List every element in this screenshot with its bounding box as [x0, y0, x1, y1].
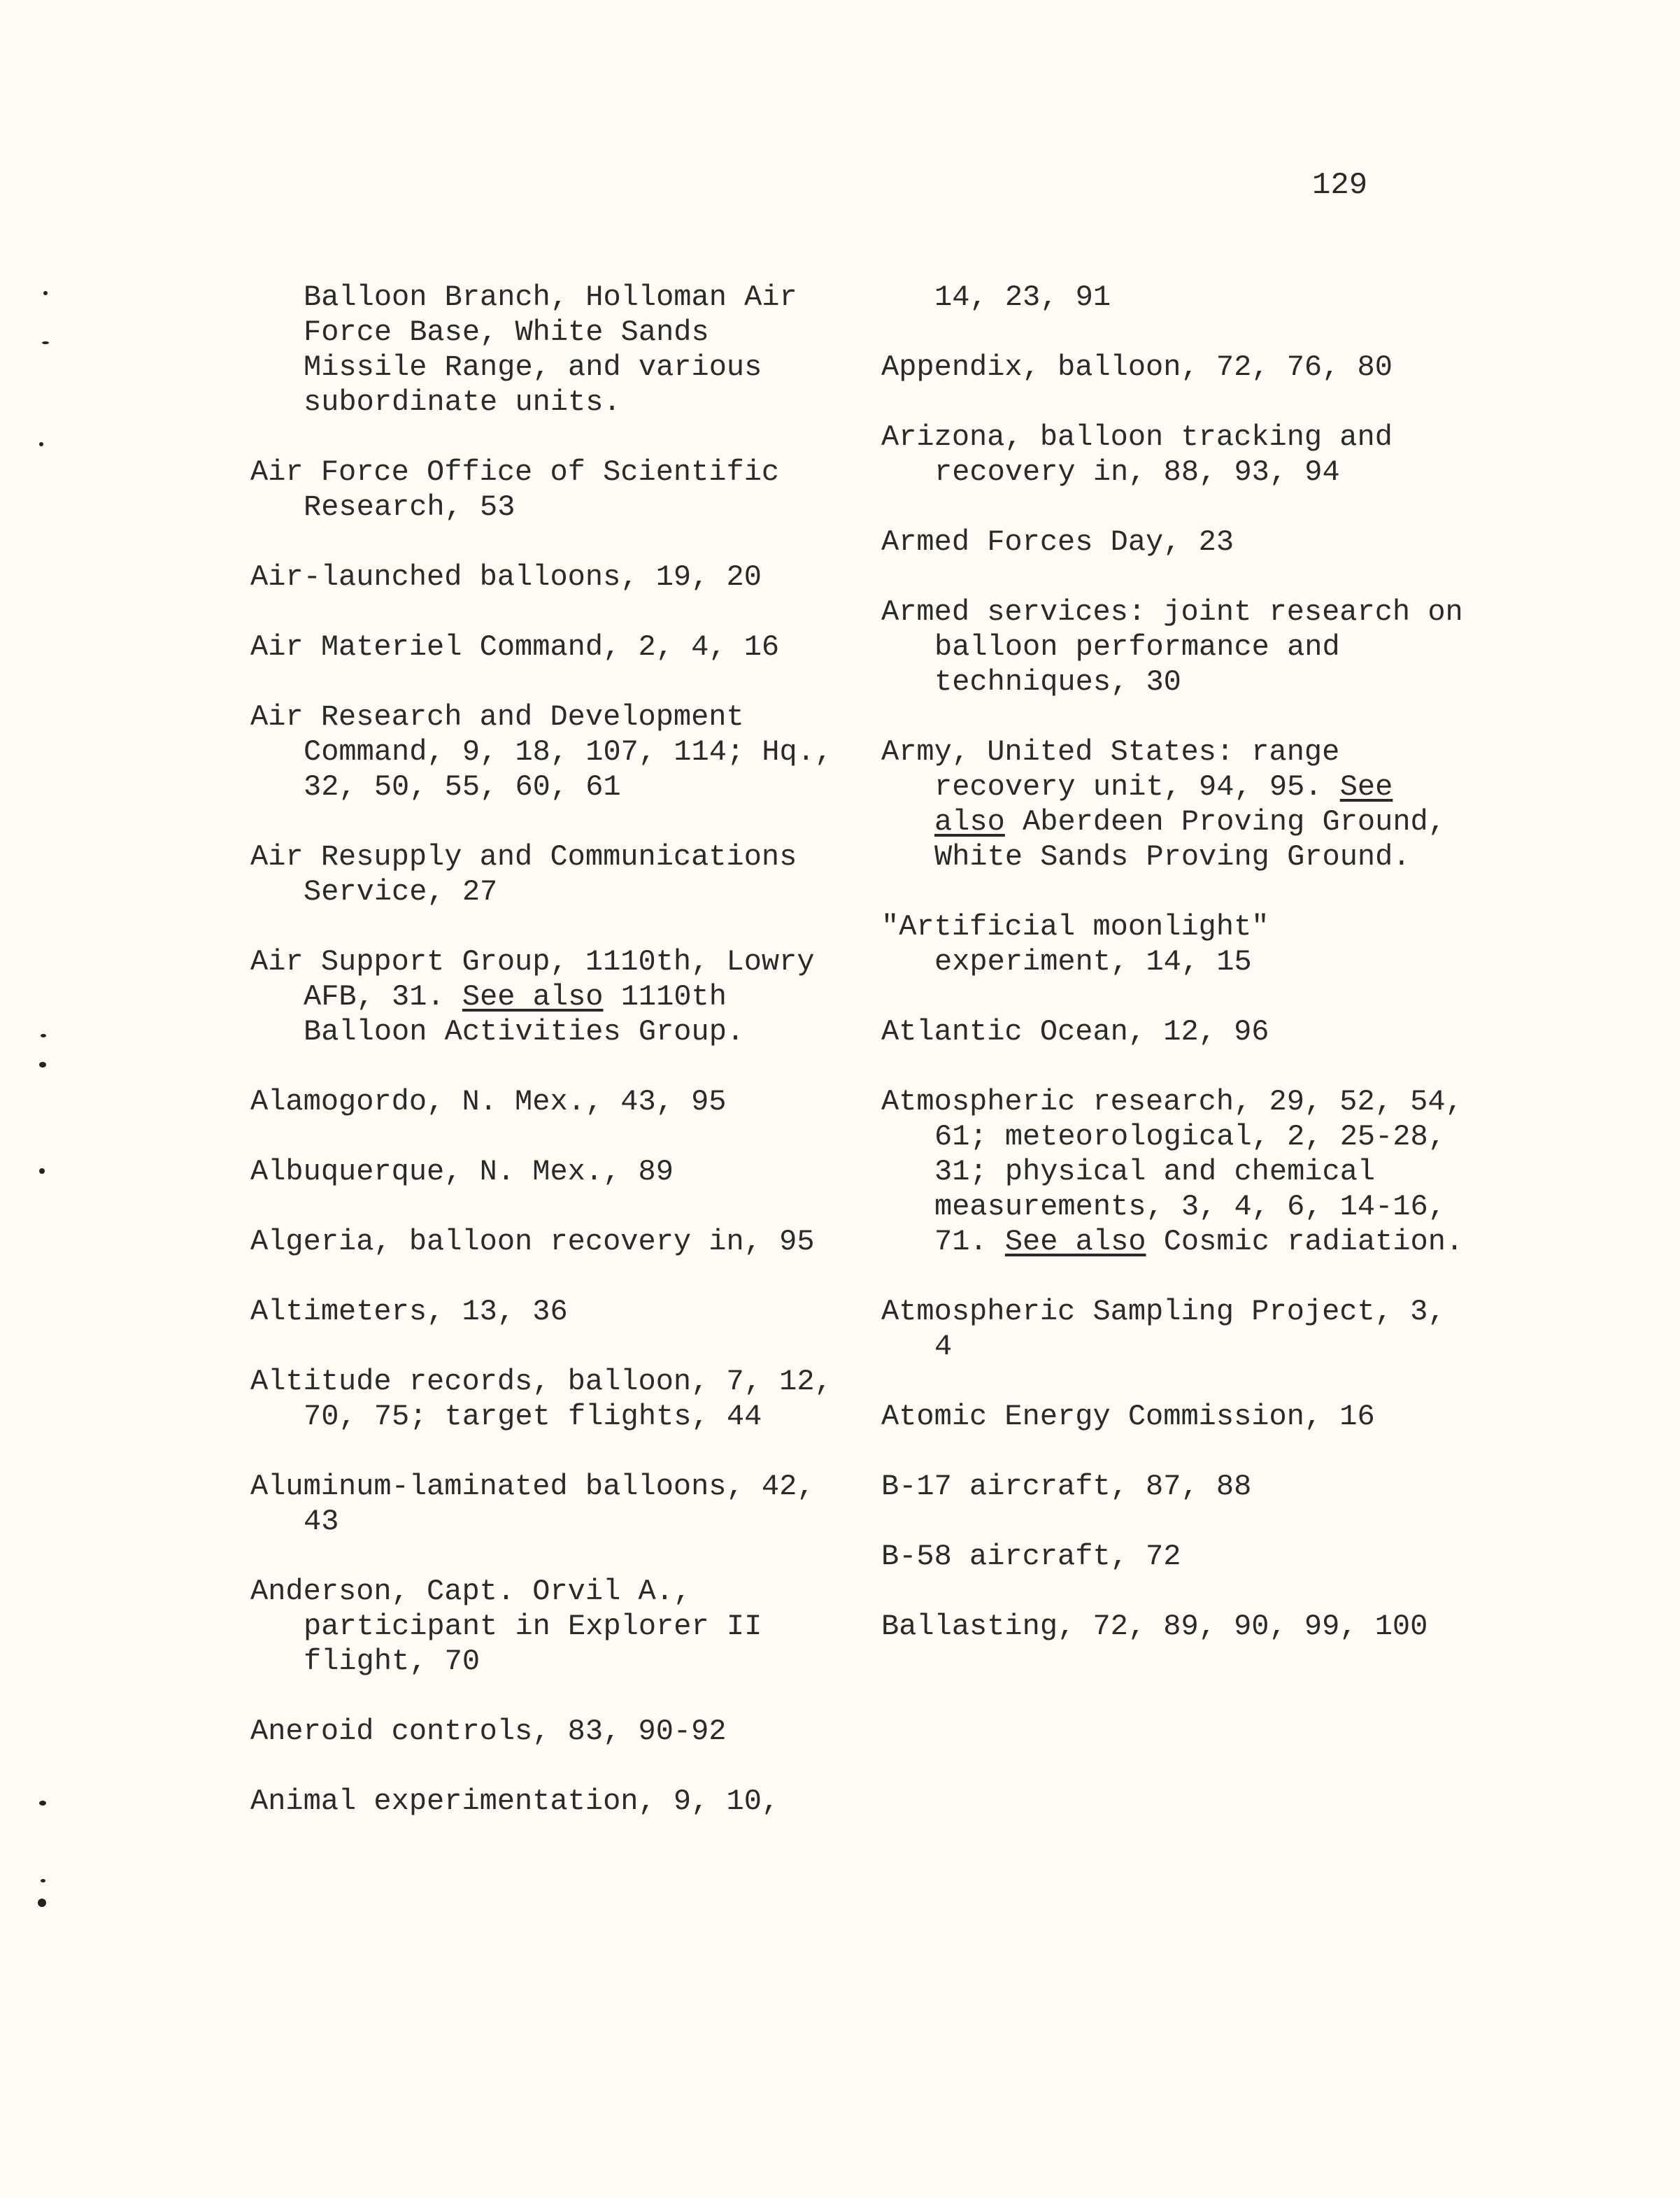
index-entry: Animal experimentation, 9, 10,: [250, 1785, 780, 1818]
margin-speck: [43, 291, 48, 295]
margin-speck: [41, 1034, 46, 1037]
index-entry: B-58 aircraft, 72: [881, 1540, 1181, 1573]
index-entry: Ballasting, 72, 89, 90, 99, 100: [881, 1610, 1428, 1643]
index-entry: Air Materiel Command, 2, 4, 16: [250, 630, 780, 664]
index-entry: Air-launched balloons, 19, 20: [250, 560, 762, 594]
index-entry: Aluminum-laminated balloons, 42, 43: [250, 1470, 815, 1538]
entry-text: Cosmic radiation.: [1163, 1225, 1464, 1258]
index-entry: Armed services: joint research on balloon performance and techniques, 30: [881, 595, 1463, 699]
index-entry: Air Resupply and Communications Service, 27: [250, 840, 797, 909]
index-entry: "Artificial moonlight" experiment, 14, 15: [881, 910, 1269, 979]
see-also-reference: See also: [934, 770, 1393, 839]
index-entry: B-17 aircraft, 87, 88: [881, 1470, 1252, 1503]
index-entry: Altimeters, 13, 36: [250, 1295, 568, 1328]
index-column-left: [250, 280, 838, 1854]
index-entry: Air Research and Development Command, 9, 18, 107, 114; Hq., 32, 50, 55, 60, 61: [250, 700, 833, 804]
see-also-reference: See also: [462, 980, 604, 1014]
entry-text: Aberdeen Proving Ground, White Sands Proving Ground.: [934, 805, 1446, 874]
index-entry: Arizona, balloon tracking and recovery in, 88, 93, 94: [881, 420, 1393, 489]
index-entry: 14, 23, 91: [934, 281, 1111, 314]
index-entry: [250, 944, 838, 1049]
index-entry: Atlantic Ocean, 12, 96: [881, 1015, 1269, 1049]
entry-text: 1110th Balloon Activities Group.: [304, 980, 745, 1049]
index-entry: Albuquerque, N. Mex., 89: [250, 1155, 674, 1189]
index-entry: Balloon Branch, Holloman Air Force Base, White Sands Missile Range, and various subordinate units.: [304, 281, 797, 419]
index-entry: Atomic Energy Commission, 16: [881, 1400, 1375, 1433]
entry-text: Air Support Group, 1110th, Lowry AFB, 31.: [250, 945, 815, 1014]
index-entry: Armed Forces Day, 23: [881, 525, 1234, 559]
margin-speck: [39, 442, 43, 446]
index-column-right: [881, 280, 1469, 1679]
margin-speck: [38, 1899, 46, 1907]
index-entry: Anderson, Capt. Orvil A., participant in Explorer II flight, 70: [250, 1575, 762, 1678]
see-also-reference: See also: [1004, 1225, 1146, 1258]
index-entry: Aneroid controls, 83, 90-92: [250, 1715, 727, 1748]
index-entry: Alamogordo, N. Mex., 43, 95: [250, 1085, 727, 1119]
index-entry: Air Force Office of Scientific Research, 53: [250, 455, 780, 524]
index-entry: [881, 735, 1469, 874]
margin-speck: [39, 1801, 46, 1806]
index-entry: Appendix, balloon, 72, 76, 80: [881, 350, 1393, 384]
index-entry: [881, 1084, 1469, 1259]
page-number: 129: [1312, 168, 1368, 203]
margin-speck: [41, 1879, 45, 1883]
margin-speck: [39, 1062, 46, 1068]
margin-speck: [42, 341, 49, 344]
index-entry: Atmospheric Sampling Project, 3, 4: [881, 1295, 1446, 1363]
index-entry: Altitude records, balloon, 7, 12, 70, 75; target flights, 44: [250, 1365, 832, 1433]
entry-text: Army, United States: range recovery unit, 94, 95.: [881, 735, 1340, 804]
margin-speck: [39, 1168, 45, 1174]
index-entry: Algeria, balloon recovery in, 95: [250, 1225, 815, 1258]
entry-text: Atmospheric research, 29, 52, 54, 61; meteorological, 2, 25-28, 31; physical and chemical measurements, 3, 4, 6, 14-16, 71.: [881, 1085, 1463, 1258]
